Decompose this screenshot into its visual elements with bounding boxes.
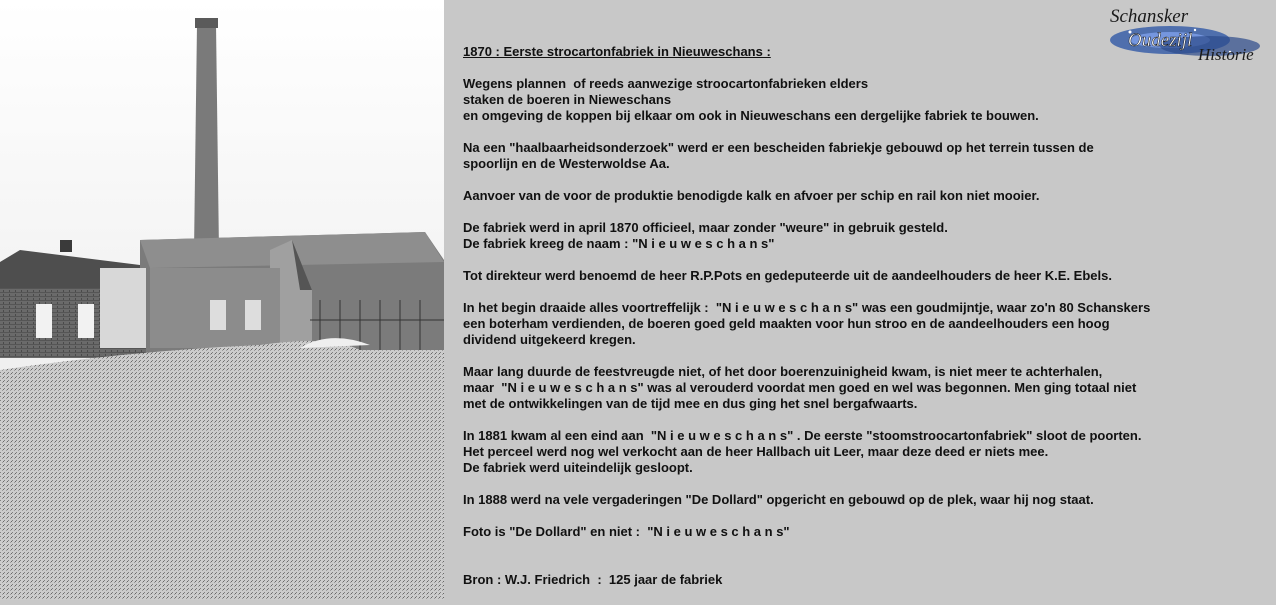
article-title: 1870 : Eerste strocartonfabriek in Nieuweschans :: [463, 44, 771, 59]
factory-photo: [0, 0, 444, 600]
article-paragraph: Na een "haalbaarheidsonderzoek" werd er een bescheiden fabriekje gebouwd op het terrein tussen de spoorlijn en de Westerwoldse Aa.: [463, 140, 1094, 171]
article: [463, 44, 1263, 604]
article-paragraph: De fabriek werd in april 1870 officieel, maar zonder "weure" in gebruik gesteld. De fabriek kreeg de naam : "N i e u w e s c h a n s": [463, 220, 948, 251]
article-paragraph: Maar lang duurde de feestvreugde niet, of het door boerenzuinigheid kwam, is niet meer te achterhalen, maar "N i e u w e s c h a n s" was al verouderd voordat men goed en wel was begonnen. Men ging totaal niet met de ontwikkelingen van de tijd mee en dus ging het snel bergafwaarts.: [463, 364, 1137, 411]
article-paragraph: In 1881 kwam al een eind aan "N i e u w e s c h a n s" . De eerste "stoomstroocartonfabriek" sloot de poorten. Het perceel werd nog wel verkocht aan de heer Hallbach uit Leer, maar deze deed er niets mee. De fabriek werd uiteindelijk gesloopt.: [463, 428, 1142, 475]
article-paragraph: Aanvoer van de voor de produktie benodigde kalk en afvoer per schip en rail kon niet mooier.: [463, 188, 1040, 203]
article-paragraph: Tot direkteur werd benoemd de heer R.P.Pots en gedeputeerde uit de aandeelhouders de heer K.E. Ebels.: [463, 268, 1112, 283]
article-paragraph: Wegens plannen of reeds aanwezige stroocartonfabrieken elders staken de boeren in Nieweschans en omgeving de koppen bij elkaar om ook in Nieuweschans een dergelijke fabriek te bouwen.: [463, 76, 1039, 123]
article-paragraph: In het begin draaide alles voortreffelijk : "N i e u w e s c h a n s" was een goudmijntje, waar zo'n 80 Schanskers een boterham verdienden, de boeren goed geld maakten voor hun stroo en de aandeelhouders een hoog dividend uitgekeerd kregen.: [463, 300, 1151, 347]
article-paragraph: Foto is "De Dollard" en niet : "N i e u w e s c h a n s": [463, 524, 790, 539]
article-source: Bron : W.J. Friedrich : 125 jaar de fabriek: [463, 572, 723, 587]
logo-line1: Schansker: [1110, 6, 1189, 27]
article-paragraph: In 1888 werd na vele vergaderingen "De Dollard" opgericht en gebouwd op de plek, waar hij nog staat.: [463, 492, 1094, 507]
logo-line2: Oudezijl: [1128, 30, 1193, 51]
logo-line3: Historie: [1198, 45, 1254, 64]
text-panel: [444, 0, 1276, 600]
factory-photo-drawing: [0, 0, 444, 600]
